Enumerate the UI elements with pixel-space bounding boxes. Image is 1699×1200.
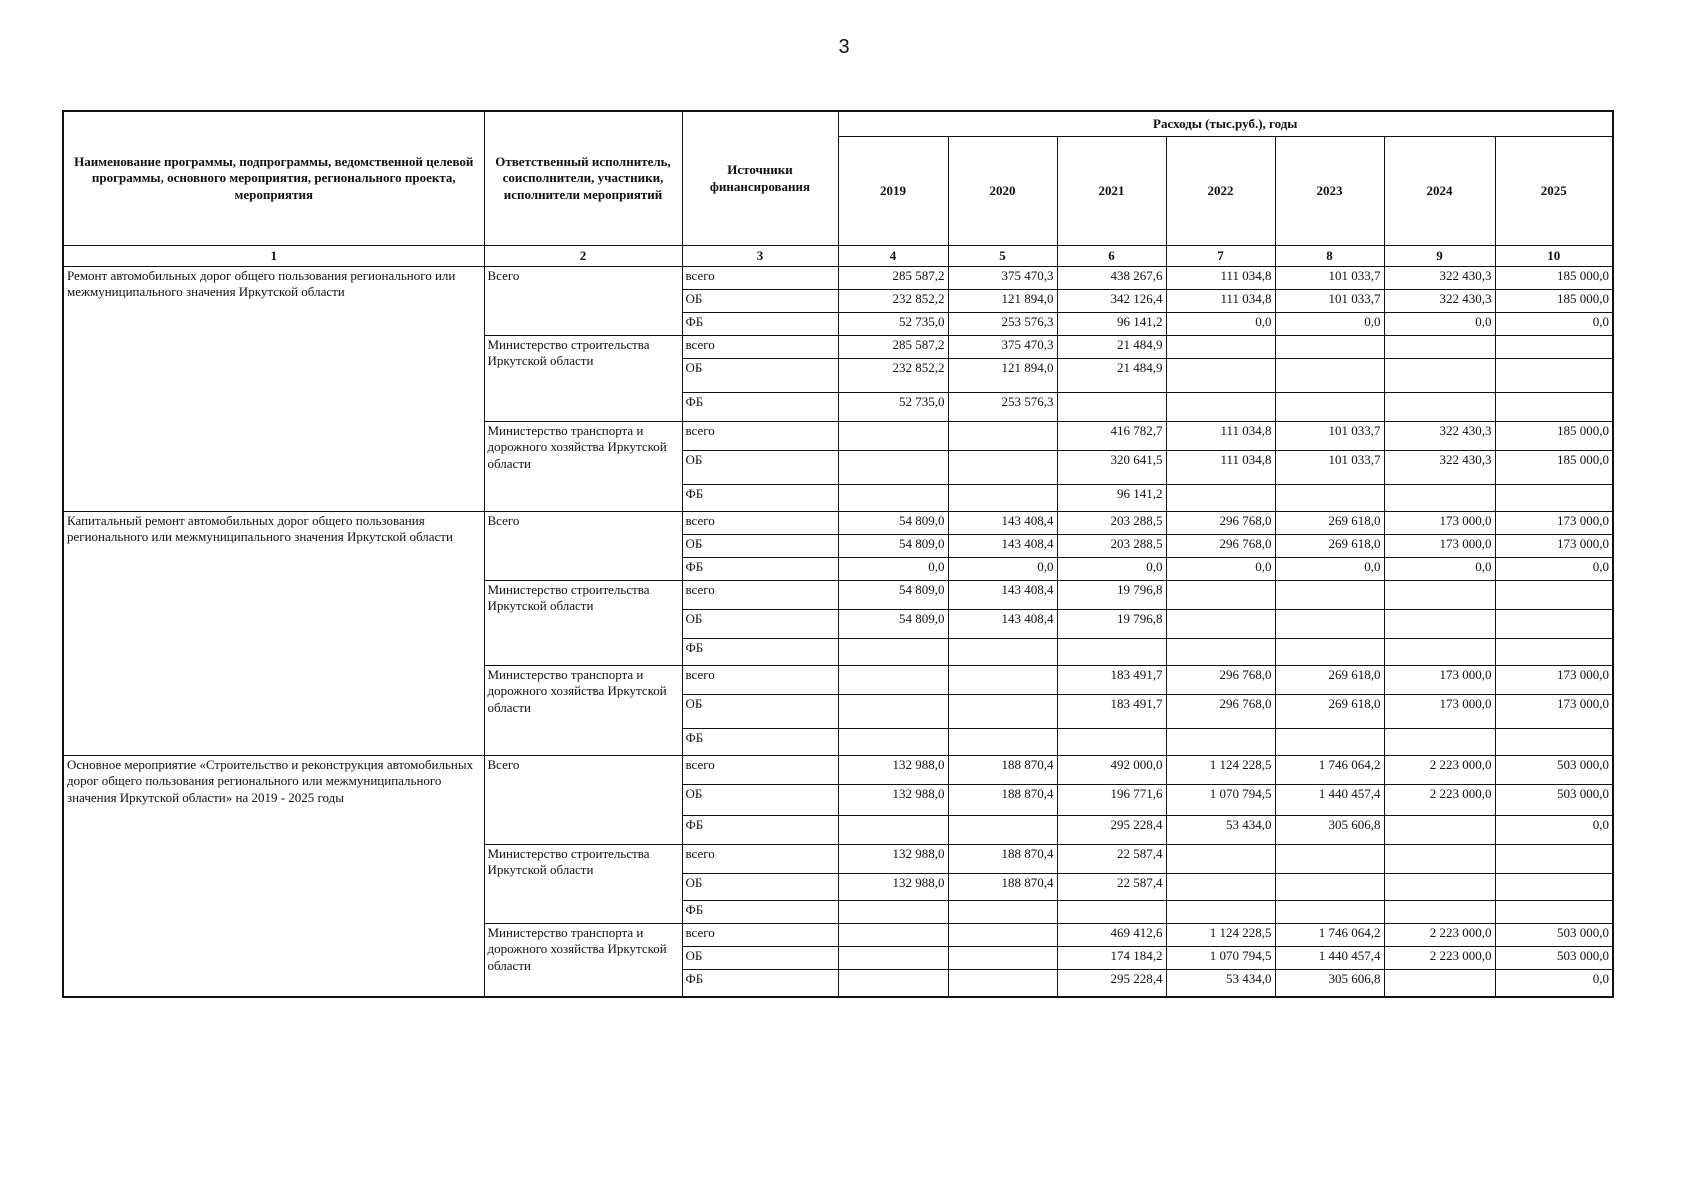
amount-cell xyxy=(1495,874,1613,901)
amount-cell: 0,0 xyxy=(1495,816,1613,845)
amount-cell: 503 000,0 xyxy=(1495,924,1613,947)
amount-cell xyxy=(1495,901,1613,924)
amount-cell xyxy=(838,970,948,998)
amount-cell: 196 771,6 xyxy=(1057,785,1166,816)
amount-cell: 183 491,7 xyxy=(1057,666,1166,695)
amount-cell: 503 000,0 xyxy=(1495,756,1613,785)
header-year: 2025 xyxy=(1495,137,1613,246)
funding-source-cell: ОБ xyxy=(682,695,838,729)
amount-cell: 101 033,7 xyxy=(1275,267,1384,290)
amount-cell xyxy=(948,816,1057,845)
amount-cell xyxy=(948,901,1057,924)
amount-cell: 342 126,4 xyxy=(1057,290,1166,313)
amount-cell: 322 430,3 xyxy=(1384,267,1495,290)
amount-cell xyxy=(838,924,948,947)
amount-cell: 305 606,8 xyxy=(1275,970,1384,998)
amount-cell: 96 141,2 xyxy=(1057,313,1166,336)
amount-cell: 132 988,0 xyxy=(838,845,948,874)
column-number: 7 xyxy=(1166,246,1275,267)
amount-cell: 1 124 228,5 xyxy=(1166,756,1275,785)
amount-cell: 503 000,0 xyxy=(1495,947,1613,970)
amount-cell: 1 746 064,2 xyxy=(1275,756,1384,785)
amount-cell xyxy=(1495,359,1613,393)
amount-cell xyxy=(1384,874,1495,901)
amount-cell: 173 000,0 xyxy=(1384,535,1495,558)
amount-cell: 188 870,4 xyxy=(948,874,1057,901)
amount-cell: 438 267,6 xyxy=(1057,267,1166,290)
amount-cell: 203 288,5 xyxy=(1057,535,1166,558)
amount-cell xyxy=(1166,729,1275,756)
amount-cell xyxy=(838,422,948,451)
executor-cell: Всего xyxy=(484,267,682,336)
amount-cell: 285 587,2 xyxy=(838,336,948,359)
column-number: 6 xyxy=(1057,246,1166,267)
amount-cell: 269 618,0 xyxy=(1275,695,1384,729)
amount-cell xyxy=(1166,639,1275,666)
amount-cell: 269 618,0 xyxy=(1275,535,1384,558)
amount-cell: 0,0 xyxy=(838,558,948,581)
funding-source-cell: ФБ xyxy=(682,313,838,336)
amount-cell: 1 746 064,2 xyxy=(1275,924,1384,947)
funding-source-cell: ОБ xyxy=(682,290,838,313)
amount-cell: 2 223 000,0 xyxy=(1384,785,1495,816)
amount-cell xyxy=(838,947,948,970)
amount-cell: 132 988,0 xyxy=(838,785,948,816)
amount-cell xyxy=(838,451,948,485)
amount-cell: 183 491,7 xyxy=(1057,695,1166,729)
amount-cell: 21 484,9 xyxy=(1057,359,1166,393)
column-number: 9 xyxy=(1384,246,1495,267)
amount-cell: 54 809,0 xyxy=(838,512,948,535)
amount-cell xyxy=(1057,639,1166,666)
amount-cell xyxy=(1166,901,1275,924)
executor-cell: Всего xyxy=(484,512,682,581)
amount-cell: 52 735,0 xyxy=(838,393,948,422)
amount-cell xyxy=(838,695,948,729)
program-name-cell: Капитальный ремонт автомобильных дорог общего пользования регионального или межмуниципального значения Иркутской области xyxy=(63,512,484,756)
amount-cell xyxy=(1275,874,1384,901)
amount-cell xyxy=(838,816,948,845)
amount-cell: 143 408,4 xyxy=(948,610,1057,639)
amount-cell xyxy=(1384,581,1495,610)
amount-cell: 375 470,3 xyxy=(948,267,1057,290)
amount-cell: 0,0 xyxy=(1166,313,1275,336)
funding-source-cell: ОБ xyxy=(682,874,838,901)
amount-cell: 1 070 794,5 xyxy=(1166,947,1275,970)
funding-source-cell: ОБ xyxy=(682,359,838,393)
column-number: 5 xyxy=(948,246,1057,267)
amount-cell xyxy=(948,924,1057,947)
amount-cell xyxy=(1495,729,1613,756)
amount-cell: 1 440 457,4 xyxy=(1275,947,1384,970)
amount-cell: 121 894,0 xyxy=(948,359,1057,393)
amount-cell xyxy=(1275,845,1384,874)
budget-table xyxy=(62,110,1614,998)
amount-cell xyxy=(948,695,1057,729)
amount-cell: 1 070 794,5 xyxy=(1166,785,1275,816)
amount-cell xyxy=(948,639,1057,666)
funding-source-cell: всего xyxy=(682,924,838,947)
amount-cell: 0,0 xyxy=(948,558,1057,581)
amount-cell: 285 587,2 xyxy=(838,267,948,290)
amount-cell xyxy=(1275,729,1384,756)
table-row xyxy=(63,512,1613,535)
amount-cell: 53 434,0 xyxy=(1166,816,1275,845)
amount-cell: 269 618,0 xyxy=(1275,666,1384,695)
header-name: Наименование программы, подпрограммы, ведомственной целевой программы, основного мероприятия, регионального проекта, мероприятия xyxy=(63,111,484,246)
amount-cell xyxy=(1166,610,1275,639)
header-year: 2019 xyxy=(838,137,948,246)
amount-cell xyxy=(948,422,1057,451)
amount-cell xyxy=(1495,610,1613,639)
header-responsible: Ответственный исполнитель, соисполнители, участники, исполнители мероприятий xyxy=(484,111,682,246)
amount-cell xyxy=(1166,485,1275,512)
amount-cell xyxy=(1166,359,1275,393)
funding-source-cell: ФБ xyxy=(682,393,838,422)
column-number: 4 xyxy=(838,246,948,267)
amount-cell xyxy=(948,729,1057,756)
amount-cell xyxy=(1495,393,1613,422)
funding-source-cell: ФБ xyxy=(682,970,838,998)
program-name-cell: Ремонт автомобильных дорог общего пользования регионального или межмуниципального значения Иркутской области xyxy=(63,267,484,512)
amount-cell: 295 228,4 xyxy=(1057,816,1166,845)
amount-cell: 111 034,8 xyxy=(1166,267,1275,290)
funding-source-cell: всего xyxy=(682,422,838,451)
amount-cell xyxy=(1495,485,1613,512)
amount-cell: 0,0 xyxy=(1166,558,1275,581)
amount-cell: 296 768,0 xyxy=(1166,512,1275,535)
amount-cell xyxy=(1275,610,1384,639)
amount-cell xyxy=(1275,359,1384,393)
amount-cell: 52 735,0 xyxy=(838,313,948,336)
amount-cell: 269 618,0 xyxy=(1275,512,1384,535)
executor-cell: Министерство строительства Иркутской области xyxy=(484,336,682,422)
amount-cell xyxy=(948,485,1057,512)
amount-cell: 253 576,3 xyxy=(948,313,1057,336)
column-number: 10 xyxy=(1495,246,1613,267)
amount-cell: 101 033,7 xyxy=(1275,290,1384,313)
amount-cell: 54 809,0 xyxy=(838,581,948,610)
amount-cell: 2 223 000,0 xyxy=(1384,756,1495,785)
amount-cell xyxy=(1495,845,1613,874)
amount-cell: 503 000,0 xyxy=(1495,785,1613,816)
amount-cell xyxy=(948,947,1057,970)
amount-cell: 232 852,2 xyxy=(838,359,948,393)
amount-cell xyxy=(1384,485,1495,512)
column-number: 1 xyxy=(63,246,484,267)
amount-cell: 173 000,0 xyxy=(1384,695,1495,729)
amount-cell: 0,0 xyxy=(1057,558,1166,581)
amount-cell: 188 870,4 xyxy=(948,845,1057,874)
funding-source-cell: ОБ xyxy=(682,610,838,639)
amount-cell: 2 223 000,0 xyxy=(1384,947,1495,970)
amount-cell: 173 000,0 xyxy=(1384,666,1495,695)
amount-cell xyxy=(1275,581,1384,610)
amount-cell xyxy=(1384,336,1495,359)
executor-cell: Министерство транспорта и дорожного хозяйства Иркутской области xyxy=(484,924,682,998)
amount-cell xyxy=(1166,393,1275,422)
amount-cell: 0,0 xyxy=(1384,558,1495,581)
amount-cell xyxy=(1275,393,1384,422)
amount-cell xyxy=(838,639,948,666)
amount-cell xyxy=(1275,639,1384,666)
funding-source-cell: всего xyxy=(682,581,838,610)
funding-source-cell: ОБ xyxy=(682,947,838,970)
amount-cell xyxy=(1275,336,1384,359)
amount-cell xyxy=(838,485,948,512)
amount-cell: 188 870,4 xyxy=(948,756,1057,785)
funding-source-cell: ФБ xyxy=(682,729,838,756)
amount-cell: 375 470,3 xyxy=(948,336,1057,359)
funding-source-cell: ОБ xyxy=(682,451,838,485)
funding-source-cell: всего xyxy=(682,845,838,874)
amount-cell xyxy=(948,451,1057,485)
amount-cell xyxy=(1384,901,1495,924)
amount-cell: 101 033,7 xyxy=(1275,422,1384,451)
funding-source-cell: ОБ xyxy=(682,785,838,816)
funding-source-cell: ФБ xyxy=(682,485,838,512)
funding-source-cell: всего xyxy=(682,336,838,359)
amount-cell: 19 796,8 xyxy=(1057,610,1166,639)
header-sources: Источники финансирования xyxy=(682,111,838,246)
amount-cell xyxy=(1495,336,1613,359)
funding-source-cell: всего xyxy=(682,267,838,290)
funding-source-cell: всего xyxy=(682,666,838,695)
amount-cell xyxy=(838,729,948,756)
amount-cell: 203 288,5 xyxy=(1057,512,1166,535)
amount-cell xyxy=(1384,610,1495,639)
amount-cell: 143 408,4 xyxy=(948,581,1057,610)
amount-cell: 296 768,0 xyxy=(1166,666,1275,695)
funding-source-cell: ФБ xyxy=(682,901,838,924)
amount-cell xyxy=(1275,485,1384,512)
funding-source-cell: ФБ xyxy=(682,639,838,666)
amount-cell: 232 852,2 xyxy=(838,290,948,313)
amount-cell: 96 141,2 xyxy=(1057,485,1166,512)
amount-cell: 111 034,8 xyxy=(1166,290,1275,313)
executor-cell: Министерство транспорта и дорожного хозяйства Иркутской области xyxy=(484,666,682,756)
amount-cell: 54 809,0 xyxy=(838,535,948,558)
header-year: 2022 xyxy=(1166,137,1275,246)
amount-cell: 185 000,0 xyxy=(1495,451,1613,485)
amount-cell: 2 223 000,0 xyxy=(1384,924,1495,947)
amount-cell: 322 430,3 xyxy=(1384,422,1495,451)
amount-cell: 54 809,0 xyxy=(838,610,948,639)
amount-cell: 0,0 xyxy=(1495,313,1613,336)
amount-cell: 173 000,0 xyxy=(1384,512,1495,535)
amount-cell: 0,0 xyxy=(1275,313,1384,336)
amount-cell xyxy=(838,901,948,924)
page-number: 3 xyxy=(838,36,850,58)
program-name-cell: Основное мероприятие «Строительство и реконструкция автомобильных дорог общего пользования регионального или межмуниципального значения Иркутской области» на 2019 - 2025 годы xyxy=(63,756,484,998)
amount-cell xyxy=(1384,970,1495,998)
amount-cell: 253 576,3 xyxy=(948,393,1057,422)
amount-cell xyxy=(1384,816,1495,845)
amount-cell: 21 484,9 xyxy=(1057,336,1166,359)
amount-cell: 101 033,7 xyxy=(1275,451,1384,485)
table-row xyxy=(63,756,1613,785)
amount-cell: 296 768,0 xyxy=(1166,535,1275,558)
amount-cell: 143 408,4 xyxy=(948,535,1057,558)
amount-cell: 416 782,7 xyxy=(1057,422,1166,451)
amount-cell xyxy=(1057,393,1166,422)
amount-cell: 0,0 xyxy=(1275,558,1384,581)
amount-cell: 132 988,0 xyxy=(838,756,948,785)
executor-cell: Всего xyxy=(484,756,682,845)
executor-cell: Министерство строительства Иркутской области xyxy=(484,845,682,924)
amount-cell: 143 408,4 xyxy=(948,512,1057,535)
amount-cell: 132 988,0 xyxy=(838,874,948,901)
executor-cell: Министерство транспорта и дорожного хозяйства Иркутской области xyxy=(484,422,682,512)
funding-source-cell: ФБ xyxy=(682,816,838,845)
amount-cell: 295 228,4 xyxy=(1057,970,1166,998)
amount-cell xyxy=(1166,581,1275,610)
amount-cell: 296 768,0 xyxy=(1166,695,1275,729)
amount-cell xyxy=(1384,729,1495,756)
amount-cell: 0,0 xyxy=(1384,313,1495,336)
amount-cell: 22 587,4 xyxy=(1057,845,1166,874)
header-expenses: Расходы (тыс.руб.), годы xyxy=(838,111,1613,137)
amount-cell: 174 184,2 xyxy=(1057,947,1166,970)
amount-cell: 173 000,0 xyxy=(1495,695,1613,729)
amount-cell: 173 000,0 xyxy=(1495,512,1613,535)
table-row xyxy=(63,267,1613,290)
amount-cell xyxy=(948,666,1057,695)
amount-cell xyxy=(1166,336,1275,359)
amount-cell: 492 000,0 xyxy=(1057,756,1166,785)
amount-cell: 0,0 xyxy=(1495,558,1613,581)
amount-cell xyxy=(1166,874,1275,901)
executor-cell: Министерство строительства Иркутской области xyxy=(484,581,682,666)
amount-cell xyxy=(1384,639,1495,666)
header-year: 2021 xyxy=(1057,137,1166,246)
column-number: 8 xyxy=(1275,246,1384,267)
amount-cell: 19 796,8 xyxy=(1057,581,1166,610)
amount-cell: 173 000,0 xyxy=(1495,666,1613,695)
funding-source-cell: ОБ xyxy=(682,535,838,558)
amount-cell: 1 124 228,5 xyxy=(1166,924,1275,947)
amount-cell xyxy=(838,666,948,695)
amount-cell xyxy=(1495,581,1613,610)
header-year: 2023 xyxy=(1275,137,1384,246)
amount-cell: 185 000,0 xyxy=(1495,422,1613,451)
amount-cell xyxy=(1384,359,1495,393)
amount-cell xyxy=(1275,901,1384,924)
header-year: 2020 xyxy=(948,137,1057,246)
amount-cell xyxy=(948,970,1057,998)
header-year: 2024 xyxy=(1384,137,1495,246)
amount-cell xyxy=(1384,393,1495,422)
amount-cell xyxy=(1495,639,1613,666)
table-body xyxy=(63,267,1613,998)
amount-cell: 320 641,5 xyxy=(1057,451,1166,485)
amount-cell: 185 000,0 xyxy=(1495,290,1613,313)
funding-source-cell: ФБ xyxy=(682,558,838,581)
funding-source-cell: всего xyxy=(682,756,838,785)
amount-cell: 322 430,3 xyxy=(1384,290,1495,313)
amount-cell: 188 870,4 xyxy=(948,785,1057,816)
amount-cell: 1 440 457,4 xyxy=(1275,785,1384,816)
amount-cell: 469 412,6 xyxy=(1057,924,1166,947)
amount-cell: 22 587,4 xyxy=(1057,874,1166,901)
amount-cell: 305 606,8 xyxy=(1275,816,1384,845)
amount-cell: 322 430,3 xyxy=(1384,451,1495,485)
amount-cell xyxy=(1057,901,1166,924)
amount-cell: 121 894,0 xyxy=(948,290,1057,313)
amount-cell: 185 000,0 xyxy=(1495,267,1613,290)
amount-cell xyxy=(1166,845,1275,874)
column-number: 2 xyxy=(484,246,682,267)
amount-cell: 111 034,8 xyxy=(1166,451,1275,485)
amount-cell xyxy=(1384,845,1495,874)
amount-cell: 111 034,8 xyxy=(1166,422,1275,451)
amount-cell: 173 000,0 xyxy=(1495,535,1613,558)
amount-cell: 53 434,0 xyxy=(1166,970,1275,998)
funding-source-cell: всего xyxy=(682,512,838,535)
amount-cell xyxy=(1057,729,1166,756)
column-number: 3 xyxy=(682,246,838,267)
amount-cell: 0,0 xyxy=(1495,970,1613,998)
